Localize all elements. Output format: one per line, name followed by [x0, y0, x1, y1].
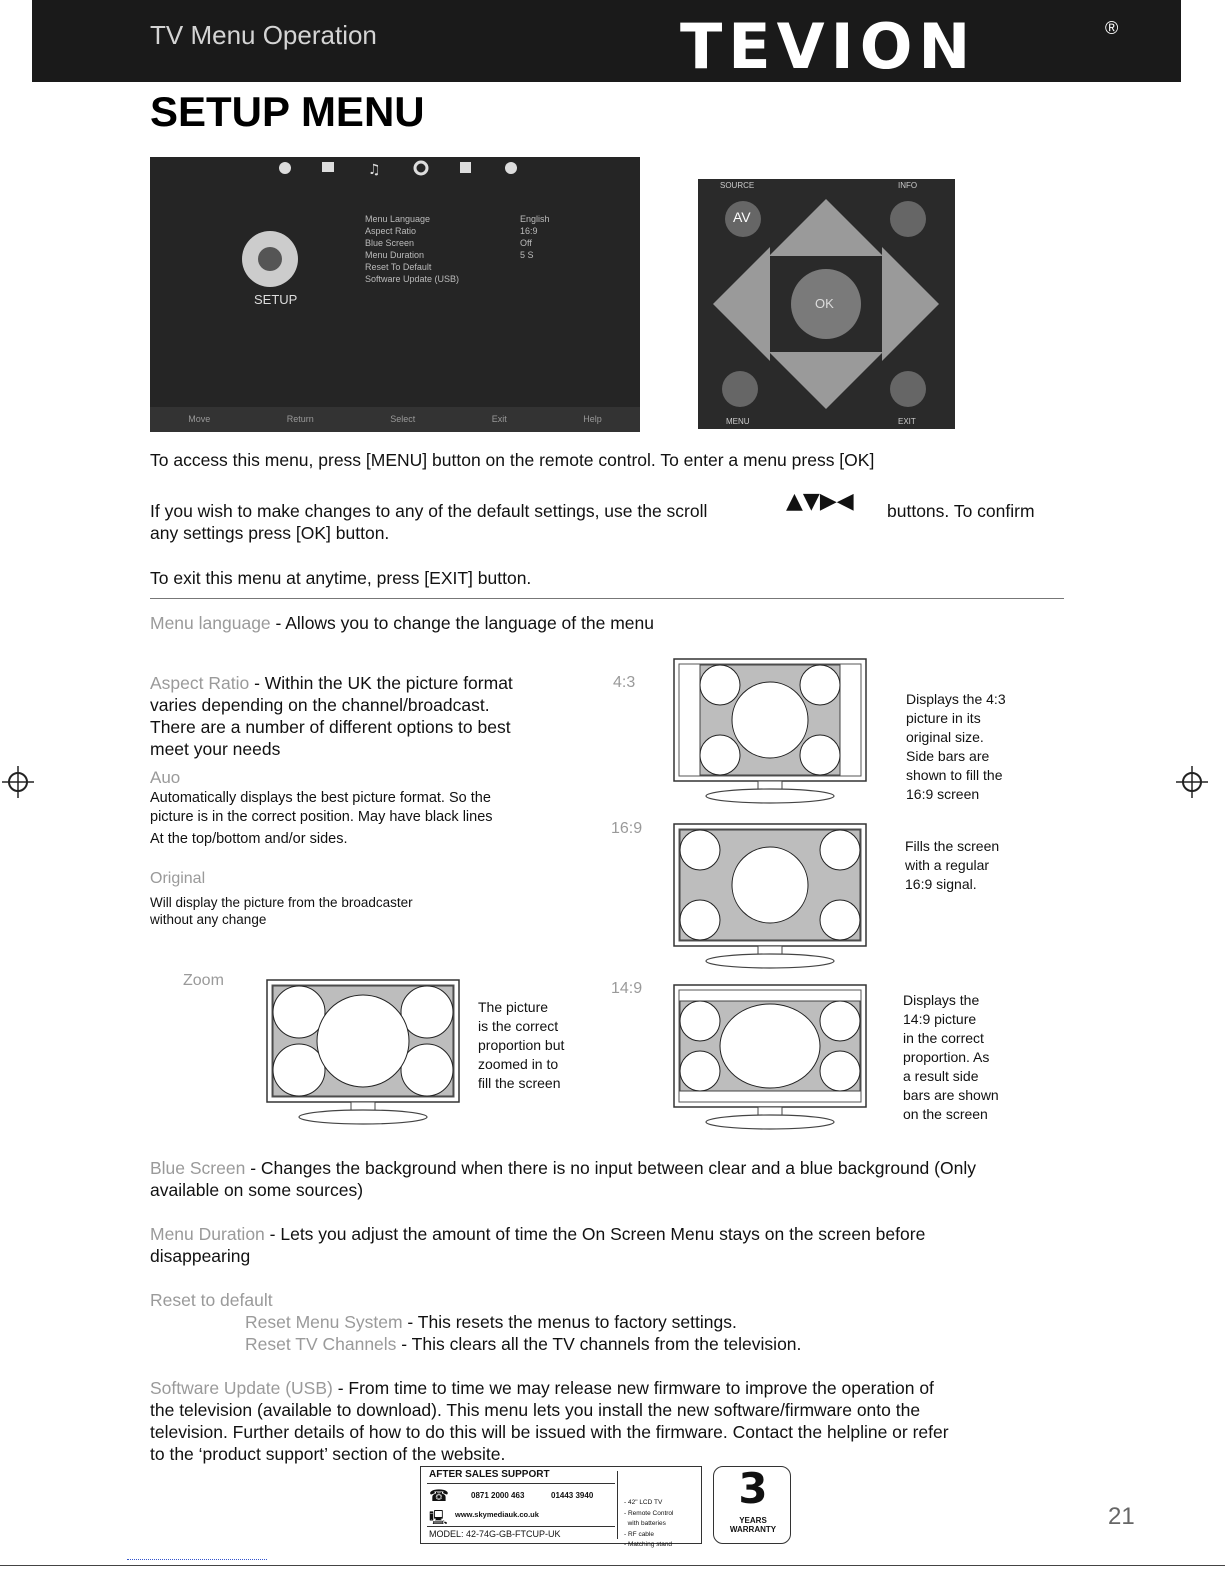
- corner-circle: [273, 1044, 325, 1096]
- original-desc-1: Will display the picture from the broadcaster: [150, 895, 413, 910]
- intro-change-c: any settings press [OK] button.: [150, 523, 390, 543]
- screen-footer: Move Return Select Exit Help: [188, 414, 602, 424]
- remote-ok-button: OK: [815, 296, 834, 311]
- after-sales-support-box: [420, 1466, 702, 1548]
- corner-circle: [273, 986, 325, 1038]
- warranty-number: 3: [738, 1464, 768, 1513]
- corner-circle: [680, 900, 720, 940]
- corner-circle: [820, 900, 860, 940]
- reset-tv-entry: Reset TV Channels - This clears all the TV channels from the television.: [245, 1334, 802, 1354]
- warranty-badge: [713, 1466, 791, 1544]
- ratio-4-3-label: 4:3: [613, 674, 636, 691]
- reset-menu-entry: Reset Menu System - This resets the menus to factory settings.: [245, 1312, 737, 1332]
- remote-source-label: SOURCE: [720, 181, 755, 190]
- screen-label: SETUP: [254, 292, 298, 307]
- support-title: AFTER SALES SUPPORT: [429, 1469, 550, 1480]
- ratio-16-9-label: 16:9: [611, 820, 643, 837]
- section-title: TV Menu Operation: [150, 20, 377, 50]
- software-desc-2: the television (available to download). This menu lets you install the new software/firmware onto the: [150, 1400, 921, 1420]
- menu-icons: [150, 157, 640, 432]
- support-divider: [617, 1471, 618, 1539]
- aspect-ratio-entry: Aspect Ratio - Within the UK the picture format: [150, 673, 513, 693]
- reset-term: Reset to default: [150, 1290, 273, 1310]
- brand-logo: TEVION: [680, 10, 977, 83]
- remote-menu-label: MENU: [726, 417, 750, 426]
- corner-circle: [401, 1044, 453, 1096]
- support-rule: [427, 1483, 615, 1484]
- support-phone-2: 01443 3940: [551, 1491, 594, 1500]
- setup-menu-screenshot: [150, 157, 640, 432]
- computer-icon: 🖳: [429, 1510, 448, 1526]
- menu-duration-desc-2: disappearing: [150, 1246, 251, 1266]
- corner-circle: [680, 830, 720, 870]
- ratio-14-9-desc: Displays the 14:9 picture in the correct proportion. As a result side bars are shown on the screen: [903, 992, 999, 1122]
- registration-mark-right-icon: [1176, 766, 1208, 798]
- center-circle: [720, 1004, 820, 1088]
- ratio-16-9-desc: Fills the screen with a regular 16:9 signal.: [905, 838, 1000, 892]
- zoom-desc: The picture is the correct proportion but zoomed in to fill the screen: [478, 999, 565, 1091]
- registration-mark-left-icon: [2, 766, 34, 798]
- scroll-arrows-icon: ▲▼▶◀: [786, 489, 854, 514]
- ratio-14-9-label: 14:9: [611, 980, 643, 997]
- remote-control-photo: [698, 179, 955, 429]
- auto-term: Auo: [150, 768, 181, 787]
- remote-exit-label: EXIT: [898, 417, 916, 426]
- auto-desc-1: Automatically displays the best picture format. So the: [150, 790, 491, 806]
- corner-circle: [820, 830, 860, 870]
- auto-desc-3: At the top/bottom and/or sides.: [150, 831, 348, 847]
- remote-info-label: INFO: [898, 181, 918, 190]
- zoom-term: Zoom: [183, 972, 224, 989]
- corner-circle: [800, 735, 840, 775]
- page-title: SETUP MENU: [150, 88, 425, 135]
- support-phone: 0871 2000 463: [471, 1491, 525, 1500]
- software-desc-3: television. Further details of how to do this will be issued with the firmware. Contact the helpline or refer: [150, 1422, 949, 1442]
- tv-diagram-14-9: [672, 983, 872, 1138]
- center-circle: [732, 682, 808, 758]
- remote-av-button: AV: [733, 209, 751, 225]
- menu-duration-entry: Menu Duration - Lets you adjust the amount of time the On Screen Menu stays on the screen before: [150, 1224, 926, 1244]
- blue-screen-desc-2: available on some sources): [150, 1180, 364, 1200]
- corner-circle: [800, 665, 840, 705]
- svg-text:♫: ♫: [368, 162, 381, 178]
- corner-circle: [401, 986, 453, 1038]
- aspect-desc-2: varies depending on the channel/broadcast.: [150, 695, 490, 715]
- footer-link-line: [127, 1559, 267, 1560]
- tv-diagram-zoom: [265, 978, 465, 1133]
- corner-circle: [680, 1051, 720, 1091]
- software-desc-4: to the ‘product support’ section of the website.: [150, 1444, 506, 1464]
- corner-circle: [820, 1001, 860, 1041]
- intro-change-b: buttons. To confirm: [887, 501, 1035, 521]
- support-rule-2: [427, 1526, 615, 1527]
- menu-language-entry: Menu language - Allows you to change the language of the menu: [150, 613, 654, 633]
- ratio-4-3-desc: Displays the 4:3 picture in its original size. Side bars are shown to fill the 16:9 screen: [906, 691, 1006, 802]
- phone-icon: ☎: [429, 1486, 449, 1505]
- screen-items: Menu Language Aspect Ratio Blue Screen Menu Duration Reset To Default Software Update (USB): [365, 214, 460, 284]
- registered-mark: ®: [1105, 18, 1119, 38]
- warranty-label: WARRANTY: [729, 1525, 777, 1534]
- corner-circle: [700, 735, 740, 775]
- intro-access: To access this menu, press [MENU] button on the remote control. To enter a menu press [OK]: [150, 450, 875, 470]
- divider: [150, 598, 1064, 599]
- screen-values: English 16:9 Off 5 S: [520, 214, 550, 260]
- support-contents: - 42" LCD TV - Remote Control with batteries - RF cable - Matching stand: [624, 1499, 674, 1548]
- aspect-desc-3: There are a number of different options to best: [150, 717, 511, 737]
- auto-desc-2: picture is in the correct position. May have black lines: [150, 809, 493, 825]
- tv-diagram-16-9: [672, 822, 872, 977]
- corner-circle: [820, 1051, 860, 1091]
- center-circle: [732, 847, 808, 923]
- support-model: MODEL: 42-74G-GB-FTCUP-UK: [429, 1529, 561, 1539]
- original-term: Original: [150, 870, 206, 887]
- intro-change-a: If you wish to make changes to any of the default settings, use the scroll: [150, 501, 708, 521]
- trim-line: [0, 1565, 1225, 1566]
- warranty-years: YEARS: [739, 1516, 767, 1525]
- corner-circle: [700, 665, 740, 705]
- aspect-desc-4: meet your needs: [150, 739, 281, 759]
- page-number: 21: [1108, 1503, 1135, 1530]
- tv-diagram-4-3: [672, 657, 872, 812]
- blue-screen-entry: Blue Screen - Changes the background when there is no input between clear and a blue background (Only: [150, 1158, 976, 1178]
- original-desc-2: without any change: [150, 912, 267, 927]
- intro-exit: To exit this menu at anytime, press [EXIT] button.: [150, 568, 532, 588]
- support-web: www.skymediauk.co.uk: [455, 1510, 539, 1519]
- center-circle: [317, 995, 409, 1087]
- corner-circle: [680, 1001, 720, 1041]
- software-update-entry: Software Update (USB) - From time to time we may release new firmware to improve the operation of: [150, 1378, 934, 1398]
